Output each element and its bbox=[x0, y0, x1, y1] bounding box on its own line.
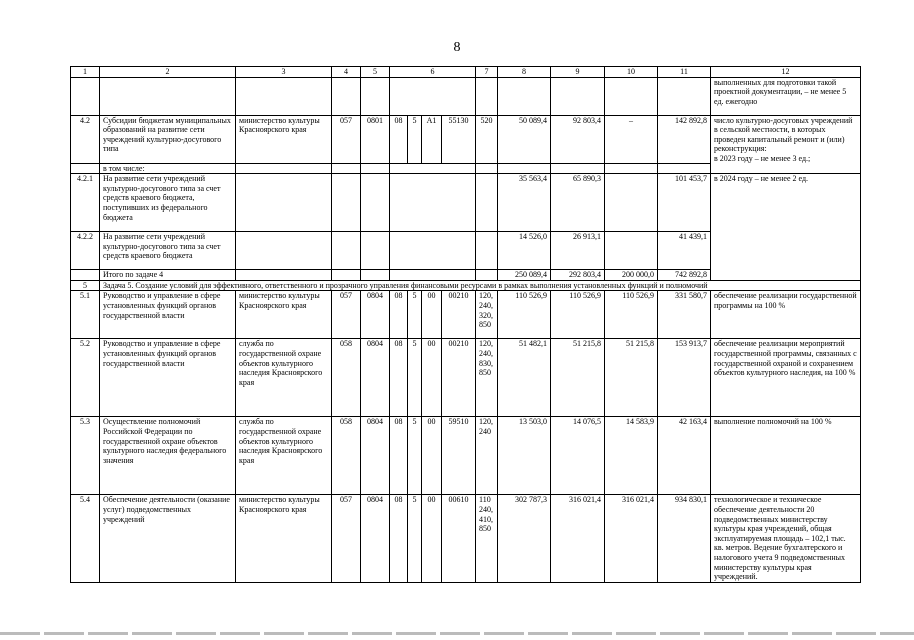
task-title: Задача 5. Создание условий для эффективного, ответственного и прозрачного управления финансовыми ресурсами в рамках выполнения установленных функций и полномочий bbox=[100, 280, 861, 291]
row-number: 5.3 bbox=[71, 417, 100, 495]
csr-part: 00210 bbox=[442, 339, 476, 417]
vr-code: 120, 240, 830, 850 bbox=[476, 339, 498, 417]
csr-part: 5 bbox=[408, 495, 422, 583]
amount-2025: 316 021,4 bbox=[605, 495, 658, 583]
header-cell: 1 bbox=[71, 67, 100, 78]
result-cell: выполнение полномочий на 100 % bbox=[711, 417, 861, 495]
header-cell: 7 bbox=[476, 67, 498, 78]
csr-part: 00 bbox=[422, 291, 442, 339]
row-number: 4.2 bbox=[71, 115, 100, 163]
amount-total: 934 830,1 bbox=[658, 495, 711, 583]
amount-2023: 51 482,1 bbox=[498, 339, 551, 417]
result-cell: обеспечение реализации мероприятий государственной программы, связанных с государственной охраной и сохранением объектов культурного наследия, на 100 % bbox=[711, 339, 861, 417]
table-row bbox=[71, 174, 861, 232]
activity-name: Осуществление полномочий Российской Федерации по государственной охране объектов культурного наследия федерального значения bbox=[100, 417, 236, 495]
csr-part: А1 bbox=[422, 115, 442, 163]
executor: служба по государственной охране объектов культурного наследия Красноярского края bbox=[236, 339, 332, 417]
amount-2024: 110 526,9 bbox=[551, 291, 605, 339]
amount-2025: 51 215,8 bbox=[605, 339, 658, 417]
rzpr-code: 0804 bbox=[361, 291, 390, 339]
grbs-code: 057 bbox=[332, 115, 361, 163]
result-cell: выполненных для подготовки такой проектной документации, – не менее 5 ед. ежегодно bbox=[711, 77, 861, 115]
row-number: 5.1 bbox=[71, 291, 100, 339]
header-cell: 8 bbox=[498, 67, 551, 78]
row-number: 4.2.2 bbox=[71, 232, 100, 270]
activity-name: в том числе: bbox=[100, 163, 236, 174]
csr-part: 08 bbox=[390, 417, 408, 495]
amount-2024: 316 021,4 bbox=[551, 495, 605, 583]
row-number: 5 bbox=[71, 280, 100, 291]
rzpr-code: 0804 bbox=[361, 339, 390, 417]
amount-total: 101 453,7 bbox=[658, 174, 711, 232]
executor: министерство культуры Красноярского края bbox=[236, 495, 332, 583]
csr-part: 5 bbox=[408, 417, 422, 495]
amount-total: 142 892,8 bbox=[658, 115, 711, 163]
result-cell: число культурно-досуговых учреждений в сельской местности, в которых проведен капитальный ремонт и (или) реконструкция: в 2023 году – не менее 3 ед.; bbox=[711, 115, 861, 174]
header-cell: 11 bbox=[658, 67, 711, 78]
header-cell: 3 bbox=[236, 67, 332, 78]
result-cell: технологическое и техническое обеспечение деятельности 20 подведомственных министерству культуры края учреждений, общая эксплуатируемая площадь – 102,1 тыс. кв. метров. Ведение бухгалтерского и налогового учета 9 подведомственных министерству культуры края учреждений. bbox=[711, 495, 861, 583]
csr-part: 00610 bbox=[442, 495, 476, 583]
amount-2025: 14 583,9 bbox=[605, 417, 658, 495]
rzpr-code: 0801 bbox=[361, 115, 390, 163]
result-cell: обеспечение реализации государственной программы на 100 % bbox=[711, 291, 861, 339]
total-label: Итого по задаче 4 bbox=[100, 270, 236, 281]
result-cell: в 2024 году – не менее 2 ед. bbox=[711, 174, 861, 281]
header-cell: 10 bbox=[605, 67, 658, 78]
amount-total: 331 580,7 bbox=[658, 291, 711, 339]
csr-part: 08 bbox=[390, 291, 408, 339]
csr-part: 55130 bbox=[442, 115, 476, 163]
row-number: 5.2 bbox=[71, 339, 100, 417]
rzpr-code: 0804 bbox=[361, 417, 390, 495]
amount-2024: 92 803,4 bbox=[551, 115, 605, 163]
activity-name: Руководство и управление в сфере установленных функций органов государственной власти bbox=[100, 291, 236, 339]
amount-2024: 292 803,4 bbox=[551, 270, 605, 281]
csr-part: 5 bbox=[408, 291, 422, 339]
amount-2023: 35 563,4 bbox=[498, 174, 551, 232]
amount-2025: 110 526,9 bbox=[605, 291, 658, 339]
amount-2024: 65 890,3 bbox=[551, 174, 605, 232]
table-row bbox=[71, 339, 861, 417]
amount-total: 41 439,1 bbox=[658, 232, 711, 270]
table-row bbox=[71, 417, 861, 495]
activity-name: Субсидии бюджетам муниципальных образований на развитие сети учреждений культурно-досугового типа bbox=[100, 115, 236, 163]
table-row bbox=[71, 291, 861, 339]
rzpr-code: 0804 bbox=[361, 495, 390, 583]
header-cell: 12 bbox=[711, 67, 861, 78]
csr-part: 08 bbox=[390, 495, 408, 583]
scan-edge-line bbox=[0, 632, 914, 635]
amount-2024: 26 913,1 bbox=[551, 232, 605, 270]
csr-part: 08 bbox=[390, 115, 408, 163]
table-row bbox=[71, 495, 861, 583]
amount-2023: 13 503,0 bbox=[498, 417, 551, 495]
csr-part: 00 bbox=[422, 339, 442, 417]
grbs-code: 058 bbox=[332, 417, 361, 495]
amount-2025: – bbox=[605, 115, 658, 163]
amount-total: 742 892,8 bbox=[658, 270, 711, 281]
vr-code: 110 240, 410, 850 bbox=[476, 495, 498, 583]
grbs-code: 057 bbox=[332, 495, 361, 583]
grbs-code: 057 bbox=[332, 291, 361, 339]
row-number: 5.4 bbox=[71, 495, 100, 583]
executor: министерство культуры Красноярского края bbox=[236, 291, 332, 339]
csr-part: 08 bbox=[390, 339, 408, 417]
activity-name: Обеспечение деятельности (оказание услуг) подведомственных учреждений bbox=[100, 495, 236, 583]
header-row bbox=[71, 67, 861, 78]
vr-code: 120, 240, 320, 850 bbox=[476, 291, 498, 339]
grbs-code: 058 bbox=[332, 339, 361, 417]
csr-part: 5 bbox=[408, 115, 422, 163]
header-cell: 9 bbox=[551, 67, 605, 78]
section-row bbox=[71, 280, 861, 291]
amount-2025: 200 000,0 bbox=[605, 270, 658, 281]
amount-2023: 14 526,0 bbox=[498, 232, 551, 270]
executor: министерство культуры Красноярского края bbox=[236, 115, 332, 163]
table-row bbox=[71, 77, 861, 115]
amount-2023: 302 787,3 bbox=[498, 495, 551, 583]
vr-code: 520 bbox=[476, 115, 498, 163]
amount-total: 153 913,7 bbox=[658, 339, 711, 417]
row-number: 4.2.1 bbox=[71, 174, 100, 232]
activity-name: На развитие сети учреждений культурно-досугового типа за счет средств краевого бюджета bbox=[100, 232, 236, 270]
amount-total: 42 163,4 bbox=[658, 417, 711, 495]
table-row bbox=[71, 115, 861, 163]
activity-name: Руководство и управление в сфере установленных функций органов государственной власти bbox=[100, 339, 236, 417]
csr-part: 5 bbox=[408, 339, 422, 417]
page-number: 8 bbox=[453, 40, 461, 55]
csr-part: 59510 bbox=[442, 417, 476, 495]
header-cell: 4 bbox=[332, 67, 361, 78]
program-table bbox=[70, 66, 861, 583]
header-cell: 5 bbox=[361, 67, 390, 78]
amount-2024: 51 215,8 bbox=[551, 339, 605, 417]
header-cell: 2 bbox=[100, 67, 236, 78]
vr-code: 120, 240 bbox=[476, 417, 498, 495]
amount-2023: 110 526,9 bbox=[498, 291, 551, 339]
executor: служба по государственной охране объектов культурного наследия Красноярского края bbox=[236, 417, 332, 495]
csr-part: 00210 bbox=[442, 291, 476, 339]
csr-part: 00 bbox=[422, 495, 442, 583]
amount-2023: 50 089,4 bbox=[498, 115, 551, 163]
csr-part: 00 bbox=[422, 417, 442, 495]
activity-name: На развитие сети учреждений культурно-досугового типа за счет средств краевого бюджета, поступивших из федерального бюджета bbox=[100, 174, 236, 232]
amount-2023: 250 089,4 bbox=[498, 270, 551, 281]
header-cell: 6 bbox=[390, 67, 476, 78]
amount-2024: 14 076,5 bbox=[551, 417, 605, 495]
